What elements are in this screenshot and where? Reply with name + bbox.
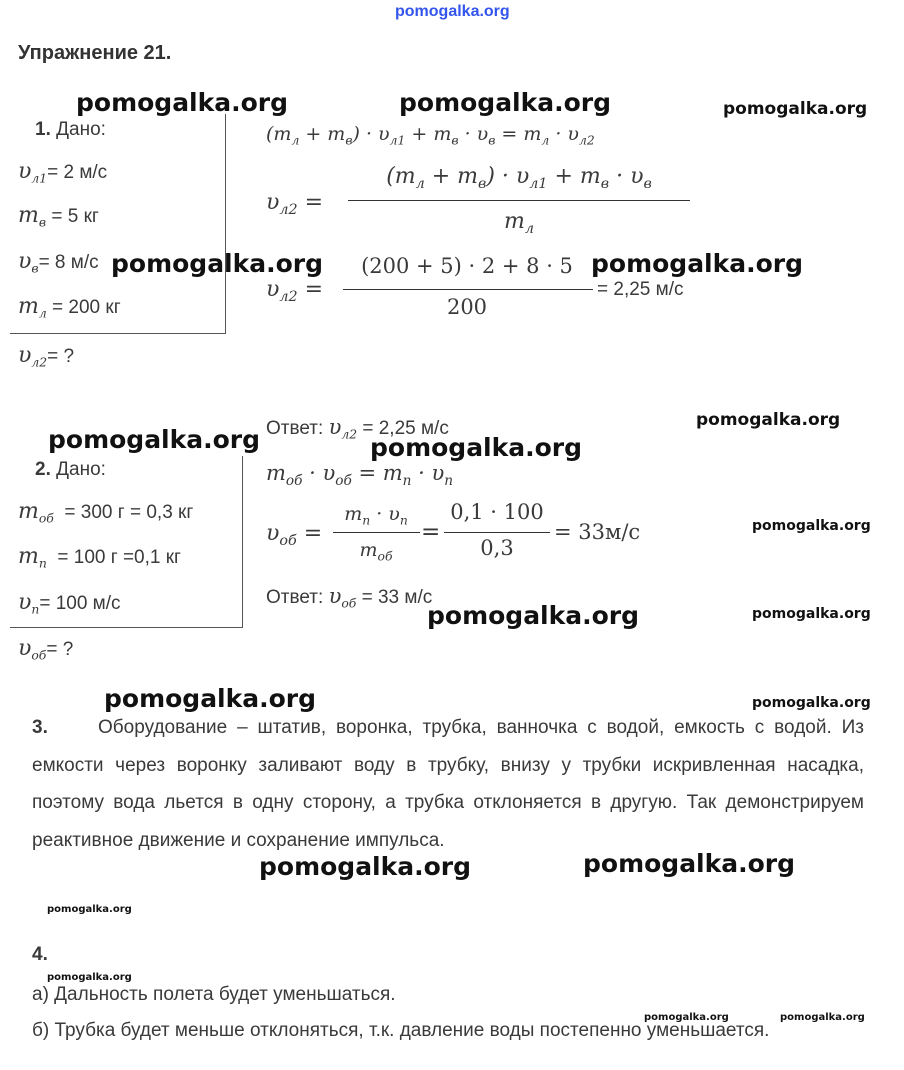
- watermark: pomogalka.org: [644, 1012, 729, 1023]
- watermark: pomogalka.org: [47, 972, 132, 983]
- watermark: pomogalka.org: [752, 606, 871, 622]
- problem-3-text: Оборудование – штатив, воронка, трубка, ванночка с водой, емкость с водой. Из емкости через воронку заливают воду в трубку, внизу у трубки искривленная насадка, поэтому вода льется в одну сторону, а трубка отклоняется в другую. Так демонстрируем реактивное движение и сохранение импульса.: [32, 717, 864, 851]
- watermark: pomogalka.org: [591, 249, 804, 278]
- given-box-right-2: [242, 456, 243, 628]
- problem-1-given-heading: 1. Дано:: [35, 119, 106, 140]
- exercise-title: Упражнение 21.: [18, 42, 172, 64]
- momentum-equation-2: $m_{об} \cdot \upsilon_{об} = m_п \cdot \upsilon_п$: [266, 461, 454, 489]
- given-m-v: $m_в = 5$ кг: [18, 203, 99, 230]
- watermark: pomogalka.org: [259, 852, 472, 881]
- watermark: pomogalka.org: [399, 88, 612, 117]
- momentum-equation-1: $(m_л + m_в) \cdot \upsilon_{л1} + m_в \cdot \upsilon_в = m_л \cdot \upsilon_{л2}$: [266, 123, 595, 148]
- frac2-line: [444, 532, 550, 533]
- given-v-p: $\upsilon_п= 100$ м/с: [18, 590, 121, 617]
- eq3-fraction-line: [343, 289, 593, 290]
- given-box-right-1: [225, 114, 226, 334]
- frac1-denominator: $m_{об}$: [359, 539, 393, 564]
- answer-1: Ответ: $\upsilon_{л2} = 2,25$ м/с: [266, 415, 449, 442]
- watermark: pomogalka.org: [427, 601, 640, 630]
- given-v-l1: $\upsilon_{л1}= 2$ м/с: [18, 159, 108, 186]
- eq2b-lhs: $\upsilon_{об}$ =: [266, 521, 323, 549]
- eq3-denominator: 200: [446, 295, 488, 319]
- problem-4-answer-b: б) Трубка будет меньше отклоняться, т.к. давление воды постепенно уменьшается.: [32, 1020, 770, 1041]
- watermark: pomogalka.org: [76, 88, 289, 117]
- given-m-p: $m_п = 100$ г =0,1 кг: [18, 544, 181, 571]
- watermark: pomogalka.org: [47, 904, 132, 915]
- watermark: pomogalka.org: [752, 518, 871, 534]
- problem-2-given-heading: 2. Дано:: [35, 459, 106, 480]
- problem-3-paragraph: [32, 709, 864, 859]
- eq3-numerator: (200 + 5) · 2 + 8 · 5: [361, 254, 573, 278]
- given-m-l: $m_л = 200$ кг: [18, 294, 121, 321]
- problem-3-number: 3.: [32, 717, 48, 738]
- eq2-lhs: $\upsilon_{л2}$ =: [266, 190, 324, 218]
- watermark: pomogalka.org: [723, 99, 868, 119]
- problem-4-answer-a: а) Дальность полета будет уменьшаться.: [32, 984, 396, 1005]
- eq3-lhs: $\upsilon_{л2}$ =: [266, 277, 324, 305]
- site-header: pomogalka.org: [395, 3, 510, 20]
- frac1-line: [333, 532, 420, 533]
- frac1-numerator: $m_п \cdot \upsilon_п$: [344, 503, 408, 528]
- eq3-result: = 2,25 м/с: [597, 279, 684, 300]
- watermark: pomogalka.org: [583, 849, 796, 878]
- watermark: pomogalka.org: [111, 249, 324, 278]
- eq2-fraction-line: [348, 200, 690, 201]
- eq2b-result: = 33м/с: [554, 520, 641, 544]
- find-v-l2: $\upsilon_{л2}=$ ?: [18, 343, 75, 370]
- given-box-bottom-2: [10, 627, 243, 628]
- watermark: pomogalka.org: [752, 695, 871, 711]
- answer-2: Ответ: $\upsilon_{об} = 33$ м/с: [266, 584, 433, 611]
- watermark: pomogalka.org: [696, 410, 841, 430]
- eq2-denominator: $m_л$: [504, 209, 534, 237]
- eq2-numerator: $(m_л + m_в) \cdot \upsilon_{л1} + m_в \cdot \upsilon_в$: [386, 164, 652, 192]
- given-m-ob: $m_{об} = 300$ г = 0,3 кг: [18, 499, 194, 526]
- frac2-denominator: 0,3: [480, 536, 514, 560]
- watermark: pomogalka.org: [48, 425, 261, 454]
- find-v-ob: $\upsilon_{об}=$ ?: [18, 636, 74, 663]
- watermark: pomogalka.org: [104, 684, 317, 713]
- watermark: pomogalka.org: [780, 1012, 865, 1023]
- problem-4-number: 4.: [32, 944, 48, 965]
- given-box-bottom-1: [10, 333, 226, 334]
- given-v-v: $\upsilon_в= 8$ м/с: [18, 249, 99, 276]
- frac2-numerator: 0,1 · 100: [450, 500, 544, 524]
- watermark: pomogalka.org: [370, 433, 583, 462]
- equals-sign: =: [421, 519, 441, 545]
